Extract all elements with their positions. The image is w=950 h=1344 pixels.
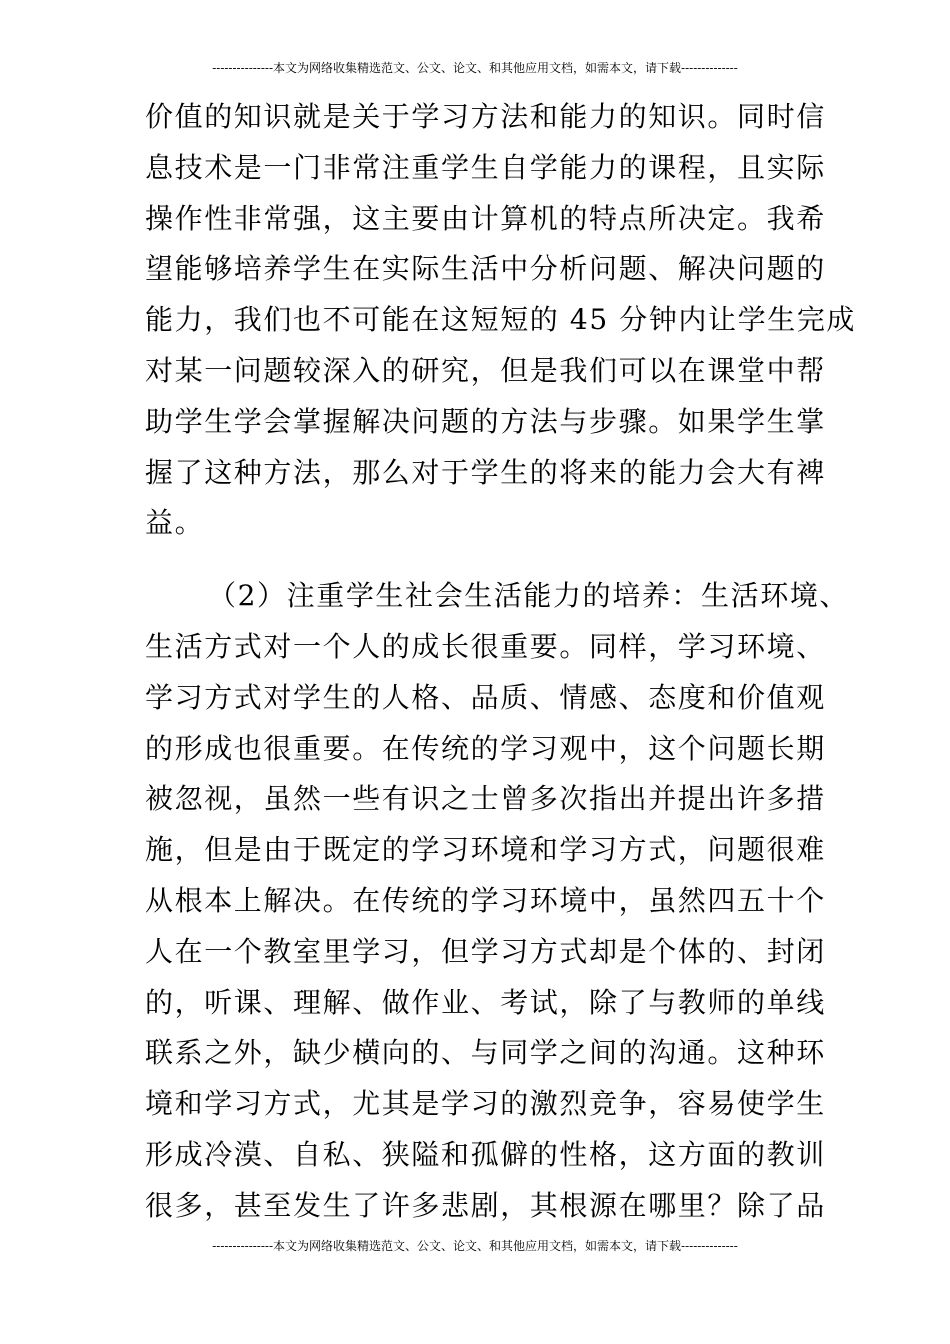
text-line: 益。 (145, 506, 205, 540)
text-line: 的，听课、理解、做作业、考试，除了与教师的单线 (145, 985, 826, 1019)
text-line: 从根本上解决。在传统的学习环境中，虽然四五十个 (145, 883, 826, 917)
paragraph-spacing (145, 549, 810, 571)
text-line: 学习方式对学生的人格、品质、情感、态度和价值观 (145, 680, 826, 714)
text-line: （2）注重学生社会生活能力的培养：生活环境、 (208, 579, 850, 613)
page-footer: ---------------本文为网络收集精选范文、公文、论文、和其他应用文档，如需本文，请下载-------------- (212, 1239, 738, 1253)
text-line: 握了这种方法，那么对于学生的将来的能力会大有裨 (145, 455, 826, 489)
text-line: 联系之外，缺少横向的、与同学之间的沟通。这种环 (145, 1036, 826, 1070)
text-line: 生活方式对一个人的成长很重要。同样，学习环境、 (145, 629, 826, 663)
text-line: 对某一问题较深入的研究，但是我们可以在课堂中帮 (145, 353, 826, 387)
text-line: 望能够培养学生在实际生活中分析问题、解决问题的 (145, 252, 826, 286)
text-line: 很多，甚至发生了许多悲剧，其根源在哪里？除了品 (145, 1188, 826, 1222)
text-line: 息技术是一门非常注重学生自学能力的课程，且实际 (145, 150, 826, 184)
text-line: 施，但是由于既定的学习环境和学习方式，问题很难 (145, 833, 826, 867)
text-line: 价值的知识就是关于学习方法和能力的知识。同时信 (145, 100, 826, 133)
paragraph-learning-methods (145, 92, 857, 549)
text-line: 的形成也很重要。在传统的学习观中，这个问题长期 (145, 731, 826, 765)
page-header: ---------------本文为网络收集精选范文、公文、论文、和其他应用文档，如需本文，请下载-------------- (212, 61, 738, 75)
text-line: 被忽视，虽然一些有识之士曾多次指出并提出许多措 (145, 782, 826, 816)
paragraph-social-skills (145, 571, 850, 1231)
text-line: 形成冷漠、自私、狭隘和孤僻的性格，这方面的教训 (145, 1137, 826, 1171)
document-body (145, 92, 857, 1232)
text-line: 操作性非常强，这主要由计算机的特点所决定。我希 (145, 201, 826, 235)
text-line: 人在一个教室里学习，但学习方式却是个体的、封闭 (145, 934, 826, 968)
text-line: 境和学习方式，尤其是学习的激烈竞争，容易使学生 (145, 1087, 826, 1121)
text-line: 能力，我们也不可能在这短短的 45 分钟内让学生完成 (145, 303, 857, 337)
text-line: 助学生学会掌握解决问题的方法与步骤。如果学生掌 (145, 404, 826, 438)
